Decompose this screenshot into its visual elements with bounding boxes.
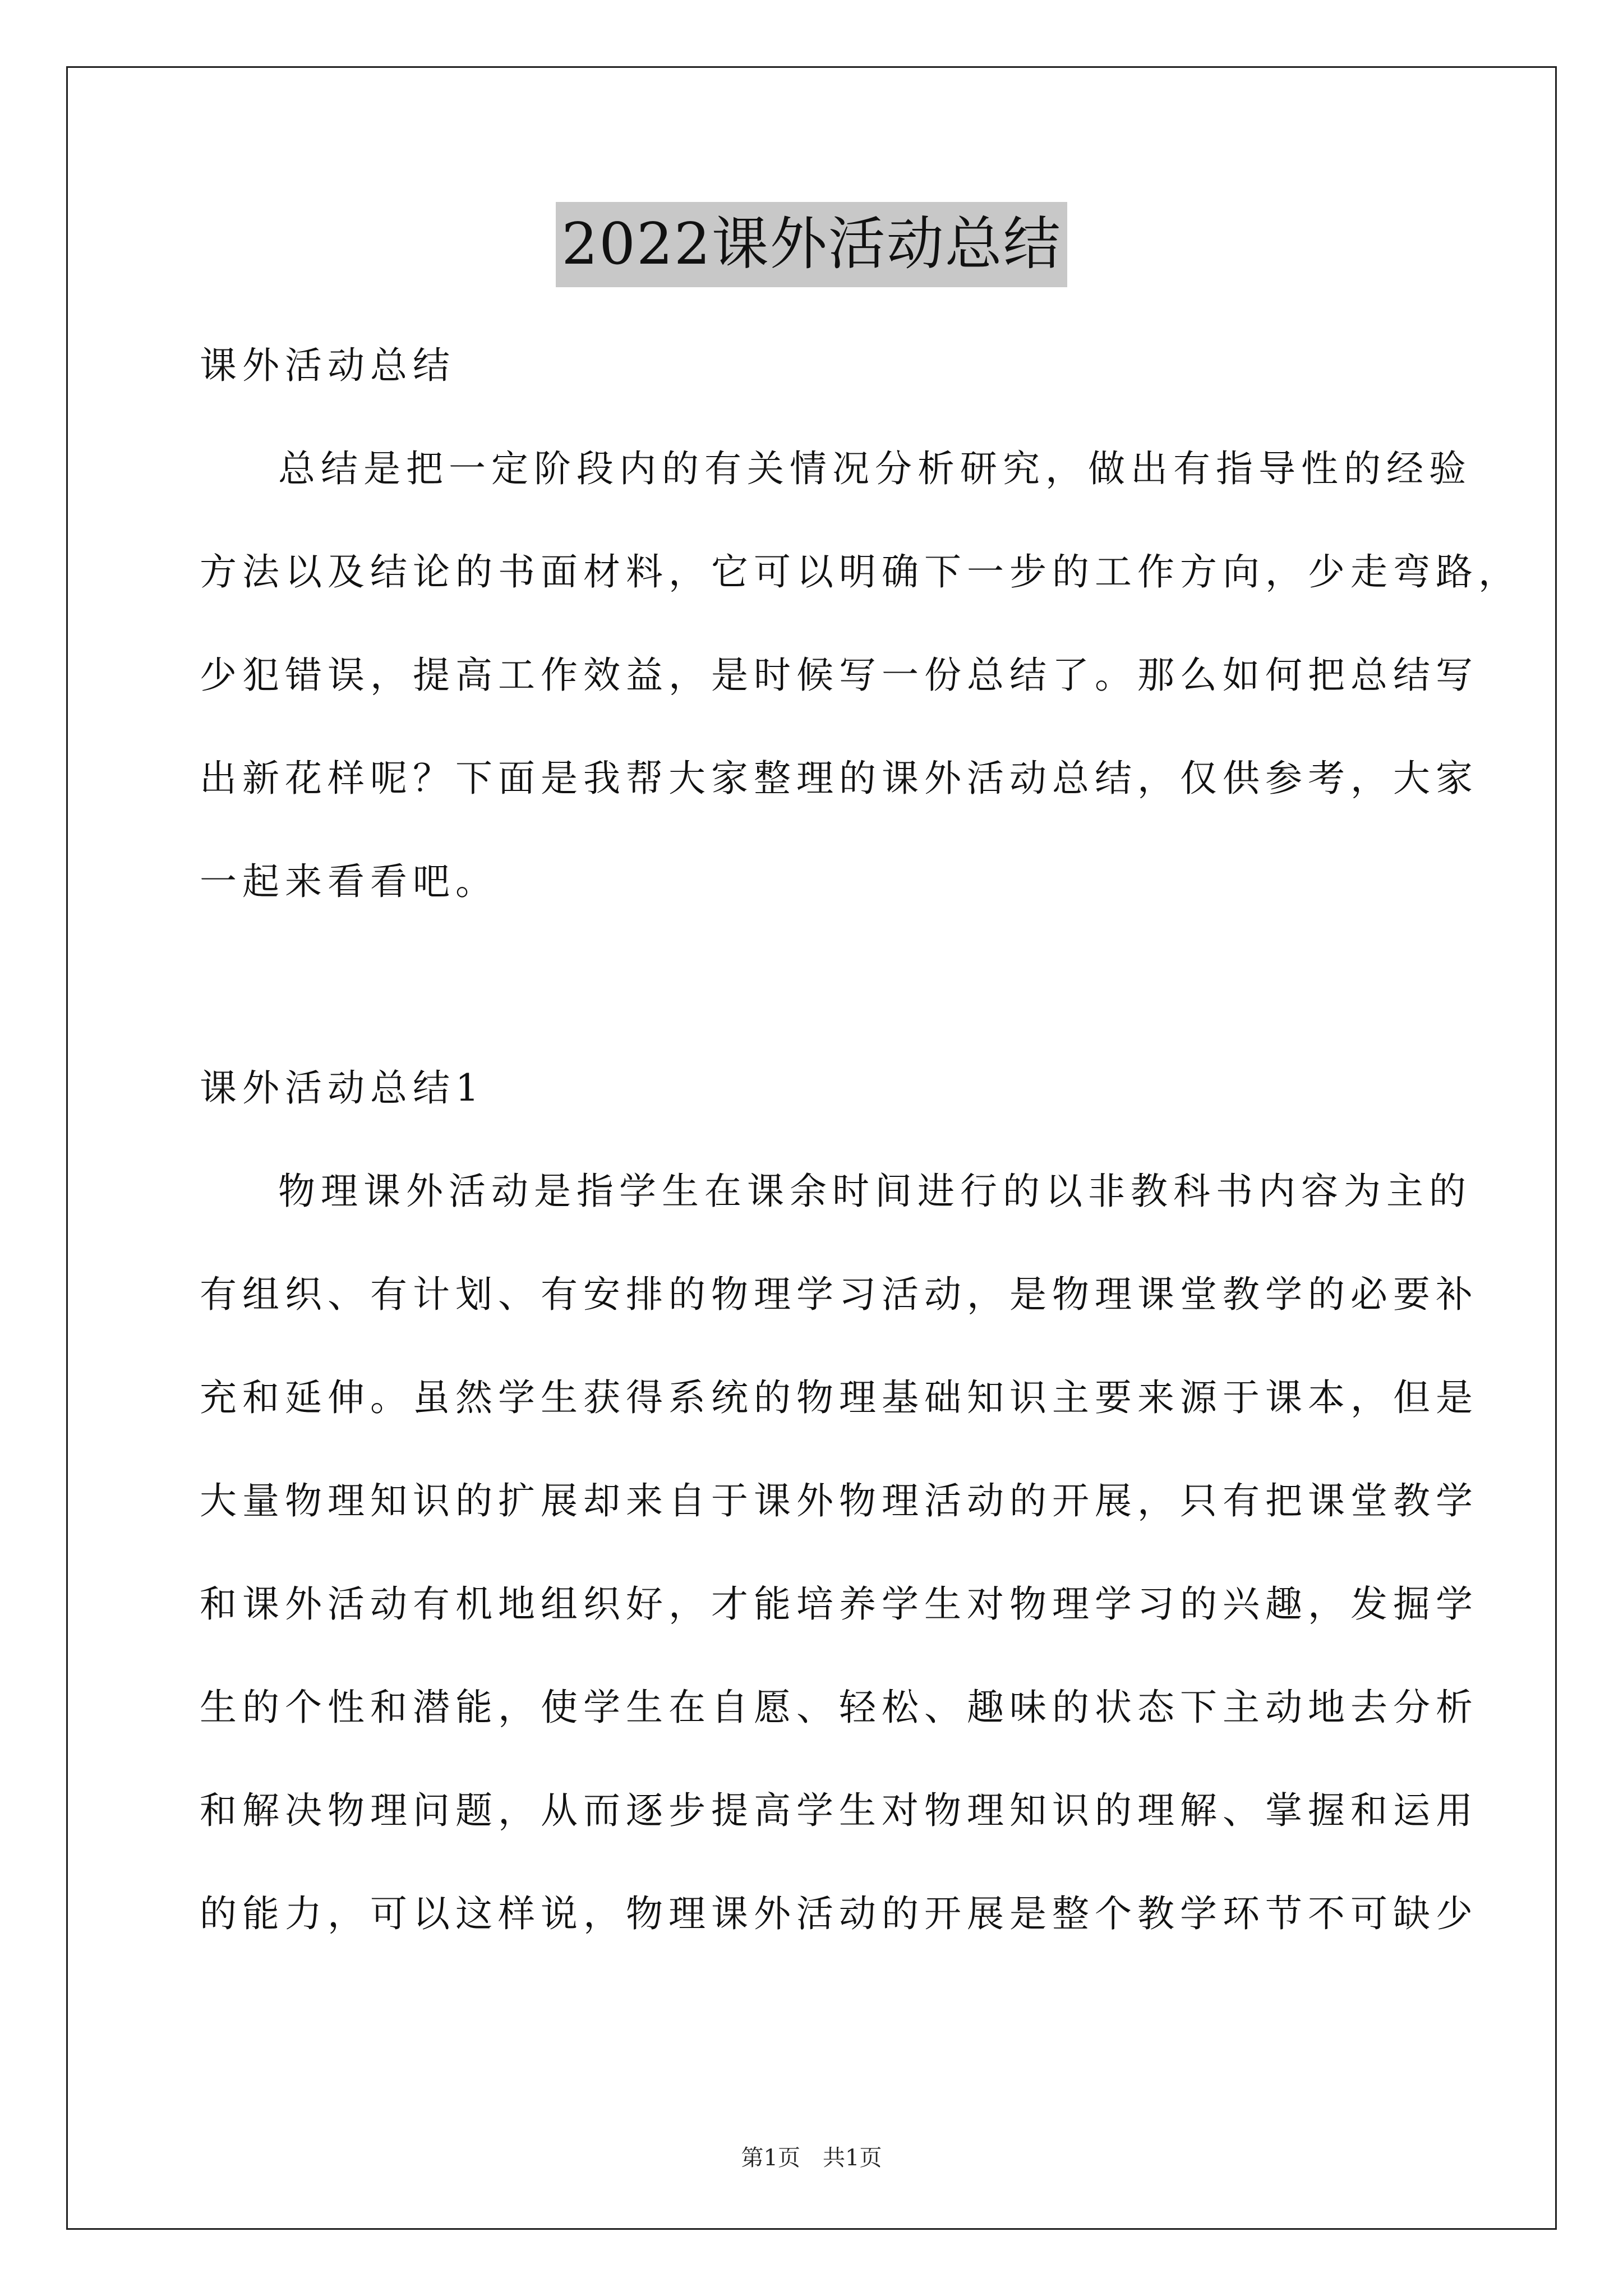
paragraph-line: 有组织、有计划、有安排的物理学习活动，是物理课堂教学的必要补 (200, 1273, 1478, 1316)
paragraph-line: 和解决物理问题，从而逐步提高学生对物理知识的理解、掌握和运用 (200, 1789, 1478, 1832)
title-container (0, 202, 1623, 287)
paragraph-line: 总结是把一定阶段内的有关情况分析研究，做出有指导性的经验 (278, 447, 1472, 490)
paragraph-line: 一起来看看吧。 (200, 860, 498, 903)
paragraph-spacer (200, 933, 1433, 1037)
paragraph-line: 物理课外活动是指学生在课余时间进行的以非教科书内容为主的 (278, 1170, 1472, 1213)
section-heading: 课外活动总结 (200, 344, 455, 387)
document-title: 2022课外活动总结 (556, 202, 1067, 287)
document-body (200, 314, 1521, 1966)
paragraph-line: 少犯错误，提高工作效益，是时候写一份总结了。那么如何把总结写 (200, 654, 1478, 697)
paragraph-line: 方法以及结论的书面材料，它可以明确下一步的工作方向，少走弯路， (200, 550, 1521, 593)
page-number-footer: 第1页 共1页 (741, 2145, 882, 2171)
paragraph-line: 和课外活动有机地组织好，才能培养学生对物理学习的兴趣，发掘学 (200, 1582, 1478, 1626)
paragraph-line: 大量物理知识的扩展却来自于课外物理活动的开展，只有把课堂教学 (200, 1479, 1478, 1522)
section-heading: 课外活动总结1 (200, 1066, 485, 1110)
paragraph-line: 的能力，可以这样说，物理课外活动的开展是整个教学环节不可缺少 (200, 1892, 1478, 1935)
paragraph-line: 充和延伸。虽然学生获得系统的物理基础知识主要来源于课本，但是 (200, 1376, 1478, 1419)
paragraph-line: 生的个性和潜能，使学生在自愿、轻松、趣味的状态下主动地去分析 (200, 1686, 1478, 1729)
paragraph-line: 出新花样呢？下面是我帮大家整理的课外活动总结，仅供参考，大家 (200, 757, 1478, 800)
